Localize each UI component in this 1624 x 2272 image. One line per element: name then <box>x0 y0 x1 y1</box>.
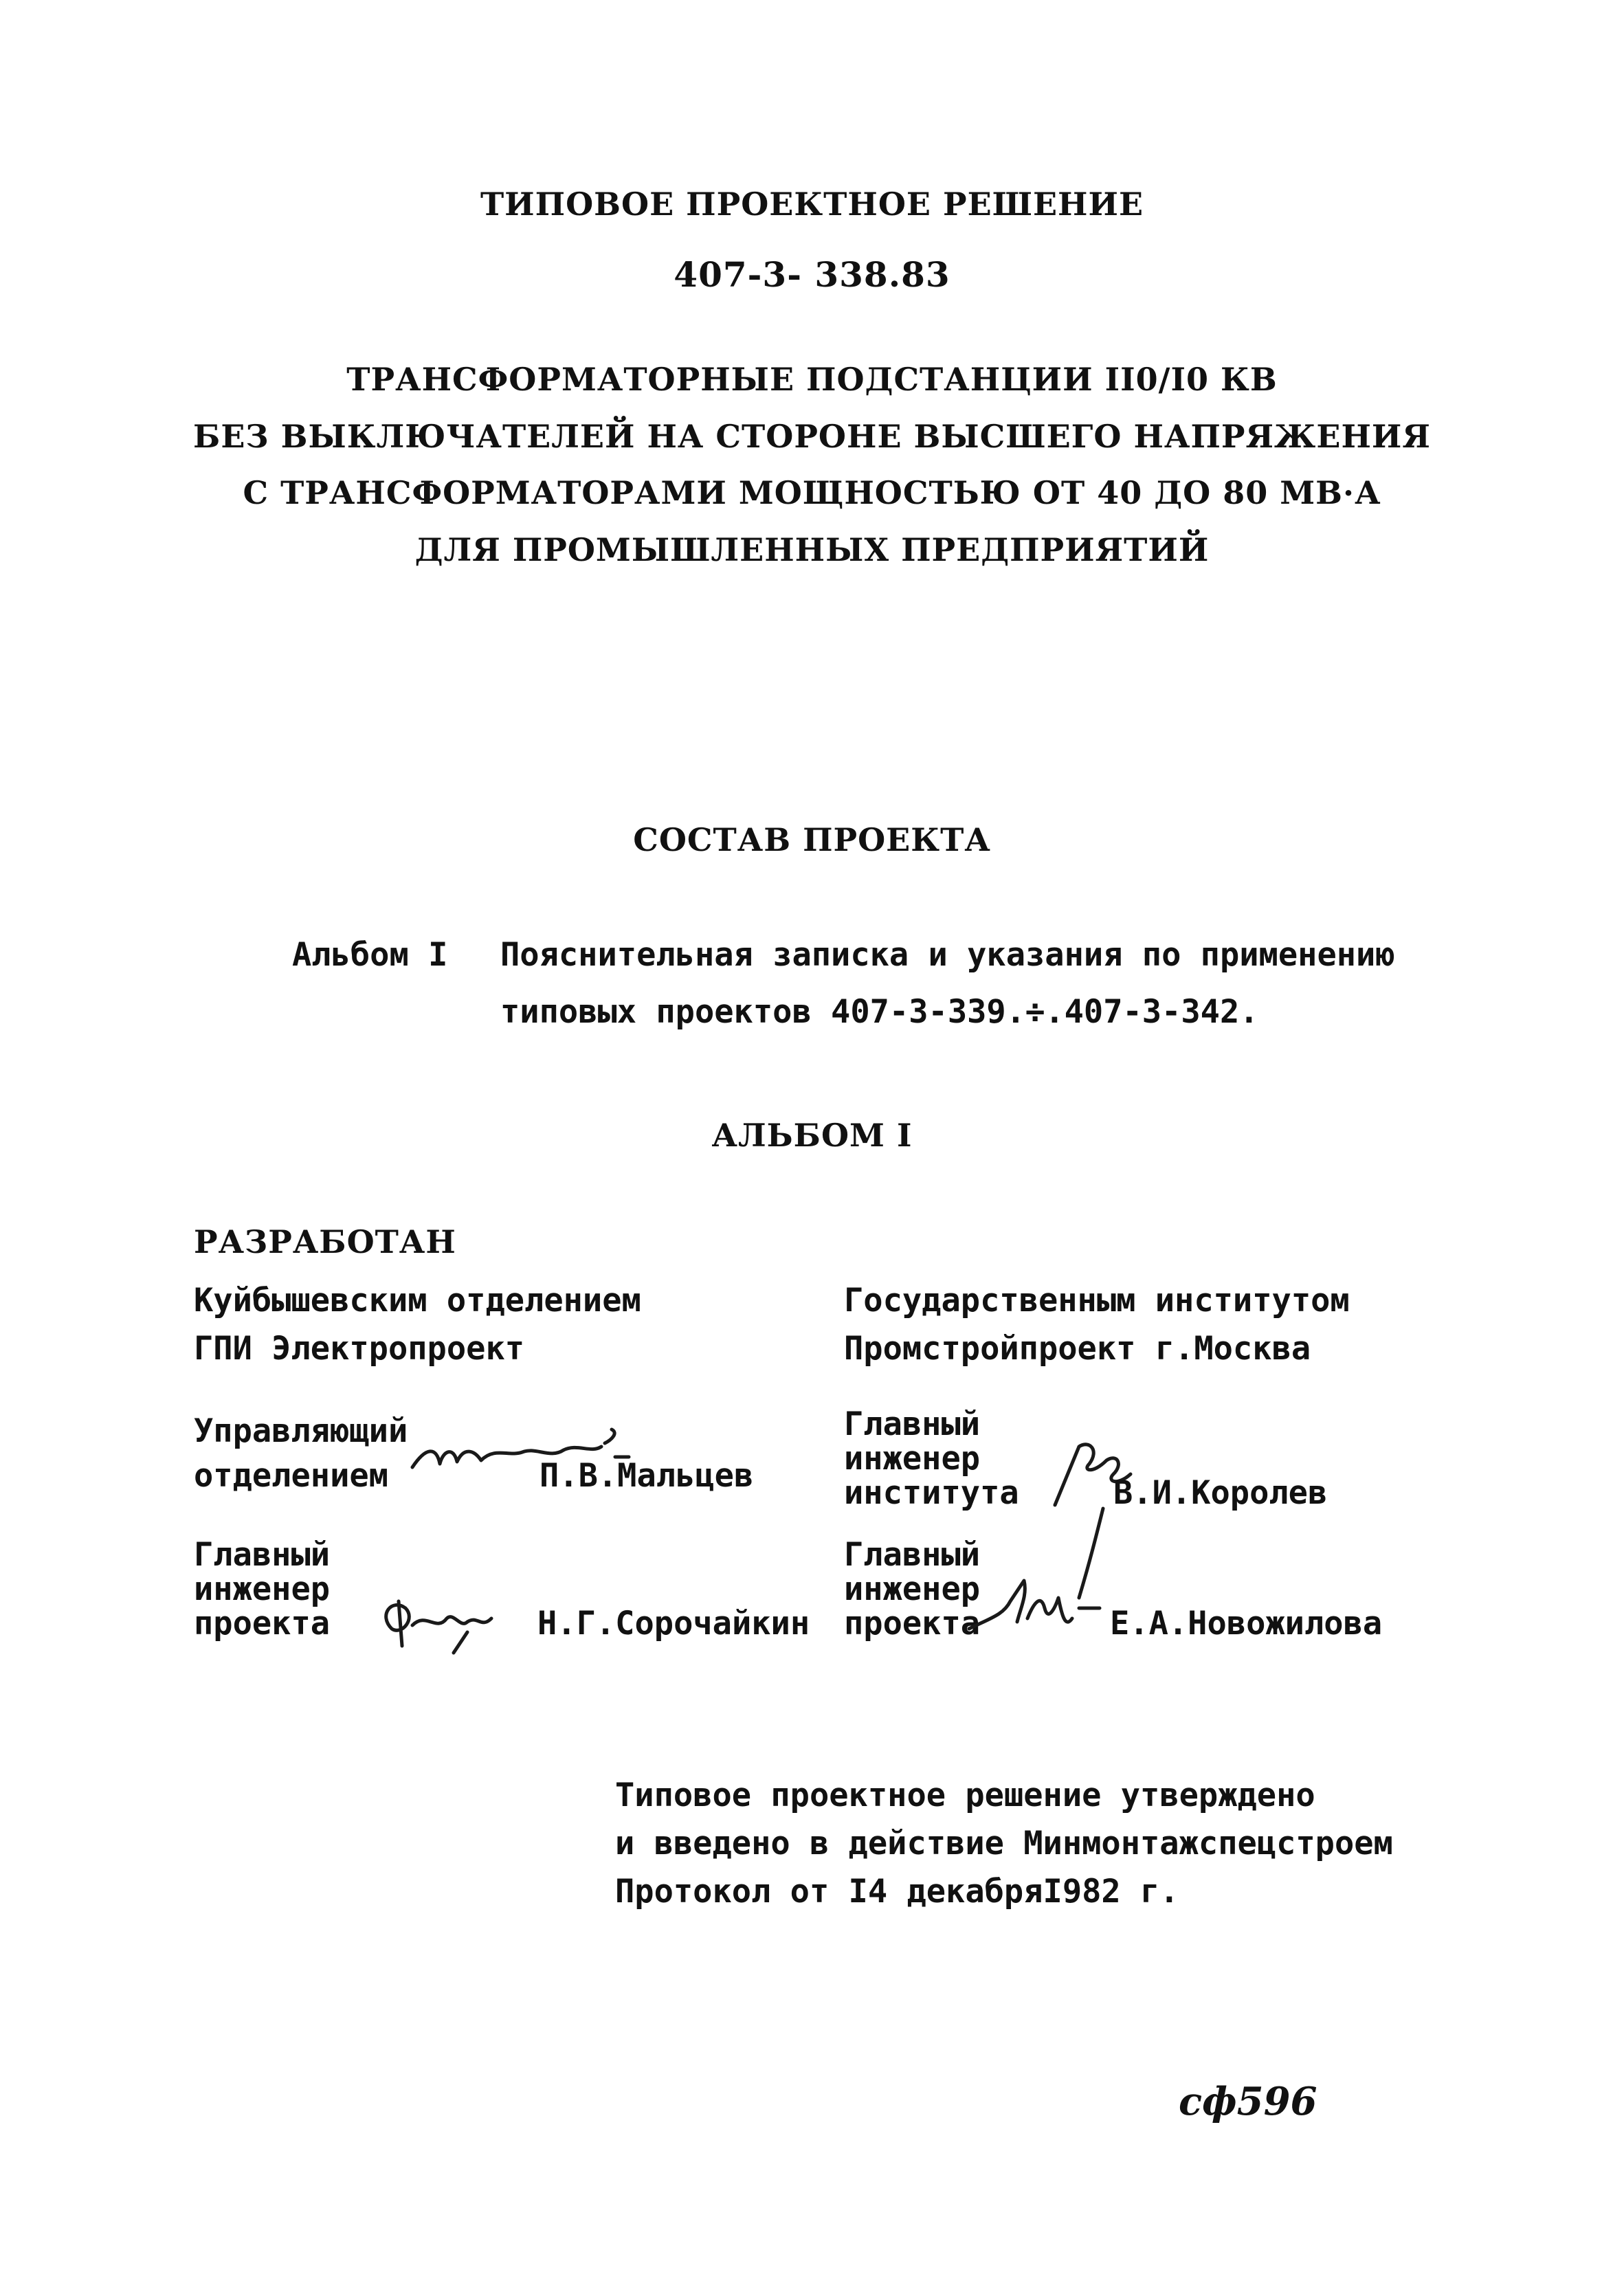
signatory-4-name: Е.А.Новожилова <box>1110 1605 1383 1642</box>
archive-mark: сф596 <box>1179 2079 1317 2124</box>
signatory-2-title-line-1: Главный <box>844 1405 981 1443</box>
signatory-3-title-line-2: инженер <box>194 1570 331 1608</box>
approval-line-2: и введено в действие Минмонтажспецстроем <box>615 1825 1393 1862</box>
developer-right-line-1: Государственным институтом <box>844 1282 1350 1319</box>
signatory-1-title-line-2: отделением <box>194 1457 388 1495</box>
title-line-2: БЕЗ ВЫКЛЮЧАТЕЛЕЙ НА СТОРОНЕ ВЫСШЕГО НАПРЯЖЕНИЯ <box>193 418 1431 455</box>
signatory-4-title-line-1: Главный <box>844 1536 981 1574</box>
developed-by-label: РАЗРАБОТАН <box>194 1223 456 1260</box>
title-line-4: ДЛЯ ПРОМЫШЛЕННЫХ ПРЕДПРИЯТИЙ <box>414 531 1210 568</box>
album-label: Альбом I <box>292 936 448 974</box>
album-description-line-2: типовых проектов 407-3-339.÷.407-3-342. <box>500 993 1259 1031</box>
album-description-line-1: Пояснительная записка и указания по применению <box>500 936 1395 974</box>
document-type: ТИПОВОЕ ПРОЕКТНОЕ РЕШЕНИЕ <box>480 186 1144 223</box>
signatory-2-name: В.И.Королев <box>1113 1474 1328 1512</box>
handwritten-signature-icon <box>371 1591 509 1660</box>
signatory-1-name: П.В.Мальцев <box>540 1457 754 1495</box>
handwritten-signature-icon <box>962 1567 1113 1642</box>
signatory-3-name: Н.Г.Сорочайкин <box>537 1605 810 1642</box>
approval-line-1: Типовое проектное решение утверждено <box>615 1777 1315 1814</box>
composition-heading: СОСТАВ ПРОЕКТА <box>633 821 991 858</box>
developer-left-line-1: Куйбышевским отделением <box>194 1282 641 1319</box>
signatory-4-title-line-3: проекта <box>844 1605 981 1642</box>
approval-line-3: Протокол от I4 декабряI982 г. <box>615 1873 1179 1911</box>
signatory-1-title-line-1: Управляющий <box>194 1412 408 1450</box>
document-code: 407-3- 338.83 <box>674 254 950 295</box>
developer-right-line-2: Промстройпроект г.Москва <box>844 1330 1311 1368</box>
signatory-3-title-line-3: проекта <box>194 1605 331 1642</box>
signatory-4-title-line-2: инженер <box>844 1570 981 1608</box>
signatory-3-title-line-1: Главный <box>194 1536 331 1574</box>
title-line-1: ТРАНСФОРМАТОРНЫЕ ПОДСТАНЦИИ II0/I0 КВ <box>346 361 1278 398</box>
title-line-3: С ТРАНСФОРМАТОРАМИ МОЩНОСТЬЮ ОТ 40 ДО 80 МВ·А <box>243 474 1381 511</box>
signatory-2-title-line-2: инженер <box>844 1440 981 1478</box>
signatory-2-title-line-3: института <box>844 1474 1019 1512</box>
developer-left-line-2: ГПИ Электропроект <box>194 1330 525 1368</box>
album-heading: АЛЬБОМ I <box>711 1117 913 1154</box>
